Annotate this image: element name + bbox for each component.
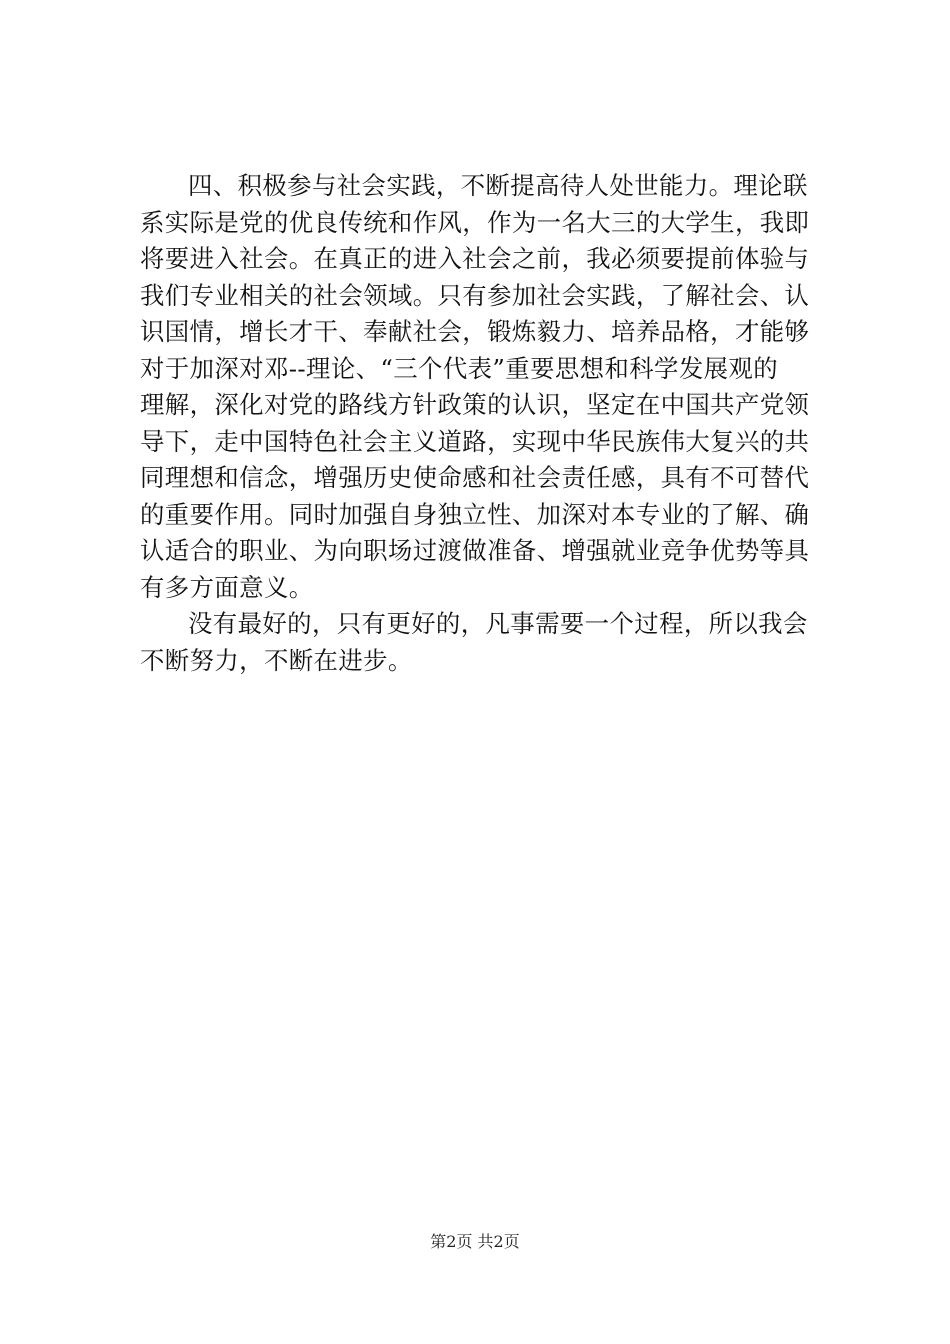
paragraph-line: 识国情，增长才干、奉献社会，锻炼毅力、培养品格，才能够: [140, 317, 810, 346]
paragraph-line: 我们专业相关的社会领域。只有参加社会实践，了解社会、认: [140, 280, 810, 310]
paragraph-line: 同理想和信念，增强历史使命感和社会责任感，具有不可替代: [140, 463, 810, 492]
paragraph-social-practice: [140, 168, 830, 606]
document-body: [140, 168, 830, 679]
page-number: 第2页 共2页: [430, 1232, 520, 1251]
paragraph-line: 导下，走中国特色社会主义道路，实现中华民族伟大复兴的共: [140, 426, 810, 456]
paragraph-line: 系实际是党的优良传统和作风，作为一名大三的大学生，我即: [140, 207, 810, 237]
paragraph-line: 认适合的职业、为向职场过渡做准备、增强就业竞争优势等具: [140, 536, 810, 565]
paragraph-line: 将要进入社会。在真正的进入社会之前，我必须要提前体验与: [140, 244, 810, 273]
paragraph-line: 理解，深化对党的路线方针政策的认识，坚定在中国共产党领: [140, 390, 810, 419]
paragraph-line: 没有最好的，只有更好的，凡事需要一个过程，所以我会: [188, 609, 808, 638]
paragraph-line: 对于加深对邓--理论、“三个代表”重要思想和科学发展观的: [140, 353, 778, 383]
paragraph-line: 的重要作用。同时加强自身独立性、加深对本专业的了解、确: [140, 499, 810, 529]
paragraph-line: 不断努力，不断在进步。: [140, 645, 413, 675]
paragraph-line: 四、积极参与社会实践，不断提高待人处世能力。理论联: [188, 171, 808, 200]
paragraph-closing: [140, 606, 830, 679]
page-footer: [0, 1232, 950, 1252]
paragraph-line: 有多方面意义。: [140, 572, 314, 602]
